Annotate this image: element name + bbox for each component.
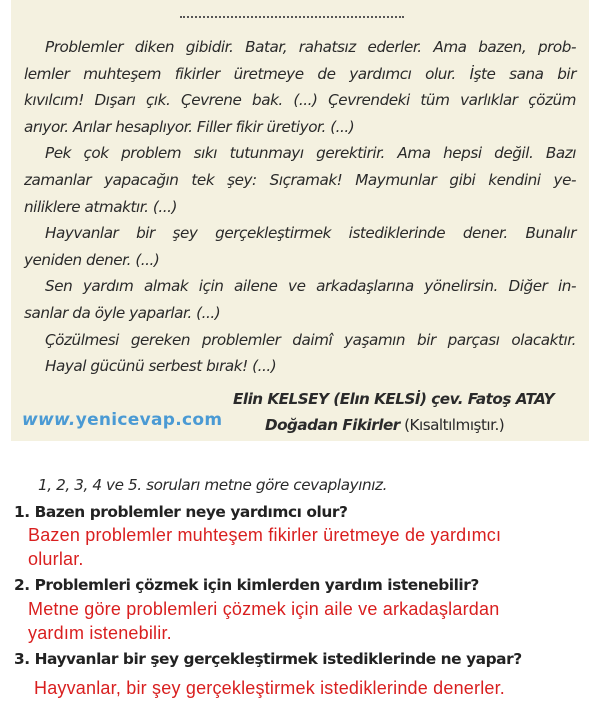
passage-line: Problemler diken gibidir. Batar, rahatsız ederler. Ama bazen, prob-	[45, 38, 576, 56]
answer-line: yardım istenebilir.	[28, 623, 172, 643]
passage-line: yeniden dener. (...)	[24, 250, 160, 269]
watermark-brand: yenicevap	[75, 410, 176, 430]
passage-line: lemler muhteşem fikirler üretmeye de yardımcı olur. İşte sana bir	[24, 64, 576, 83]
dotted-divider	[180, 16, 404, 18]
passage-line: Sen yardım almak için ailene ve arkadaşlarına yönelirsin. Diğer in-	[45, 277, 576, 296]
source-title: Doğadan Fikirler	[265, 416, 400, 434]
passage-line: kıvılcım! Dışarı çık. Çevrene bak. (...) Çevrendeki tüm varlıklar çözüm	[24, 91, 576, 110]
watermark-prefix: www.	[22, 410, 76, 430]
instruction-text: 1, 2, 3, 4 ve 5. soruları metne göre cevaplayınız.	[38, 476, 388, 494]
question-3: 3. Hayvanlar bir şey gerçekleştirmek istediklerinde ne yapar?	[14, 650, 522, 668]
passage-line: zamanlar yapacağın tek şey: Sıçramak! Maymunlar gibi kendini ye-	[24, 170, 576, 189]
answer-line: Bazen problemler muhteşem fikirler üretmeye de yardımcı	[28, 525, 502, 545]
answer-1	[28, 523, 588, 571]
passage-source	[265, 416, 504, 434]
answer-3	[34, 676, 594, 700]
source-note: (Kısaltılmıştır.)	[399, 416, 505, 434]
answer-line: olurlar.	[28, 549, 84, 569]
answer-line: Metne göre problemleri çözmek için aile ve arkadaşlardan	[28, 599, 500, 619]
passage-author: Elin KELSEY (Elın KELSİ) çev. Fatoş ATAY	[233, 390, 555, 408]
passage-line: Hayvanlar bir şey gerçekleştirmek istediklerinde dener. Bunalır	[45, 224, 576, 243]
passage-text	[24, 34, 576, 380]
passage-line: Pek çok problem sıkı tutunmayı gerektirir. Ama hepsi değil. Bazı	[45, 144, 576, 163]
site-watermark[interactable]	[22, 410, 222, 430]
question-1: 1. Bazen problemler neye yardımcı olur?	[14, 503, 348, 521]
answer-line: Hayvanlar, bir şey gerçekleştirmek istediklerinde denerler.	[34, 678, 506, 698]
answer-2	[28, 597, 588, 645]
passage-line: niliklere atmaktır. (...)	[24, 197, 177, 216]
passage-line: arıyor. Arılar hesaplıyor. Filler fikir üretiyor. (...)	[24, 117, 355, 136]
passage-line: Çözülmesi gereken problemler daimî yaşamın bir parçası olacaktır.	[45, 330, 576, 349]
question-2: 2. Problemleri çözmek için kimlerden yardım istenebilir?	[14, 576, 479, 594]
passage-line: sanlar da öyle yaparlar. (...)	[24, 303, 221, 322]
watermark-suffix: .com	[175, 410, 223, 430]
passage-line: Hayal gücünü serbest bırak! (...)	[45, 357, 277, 376]
